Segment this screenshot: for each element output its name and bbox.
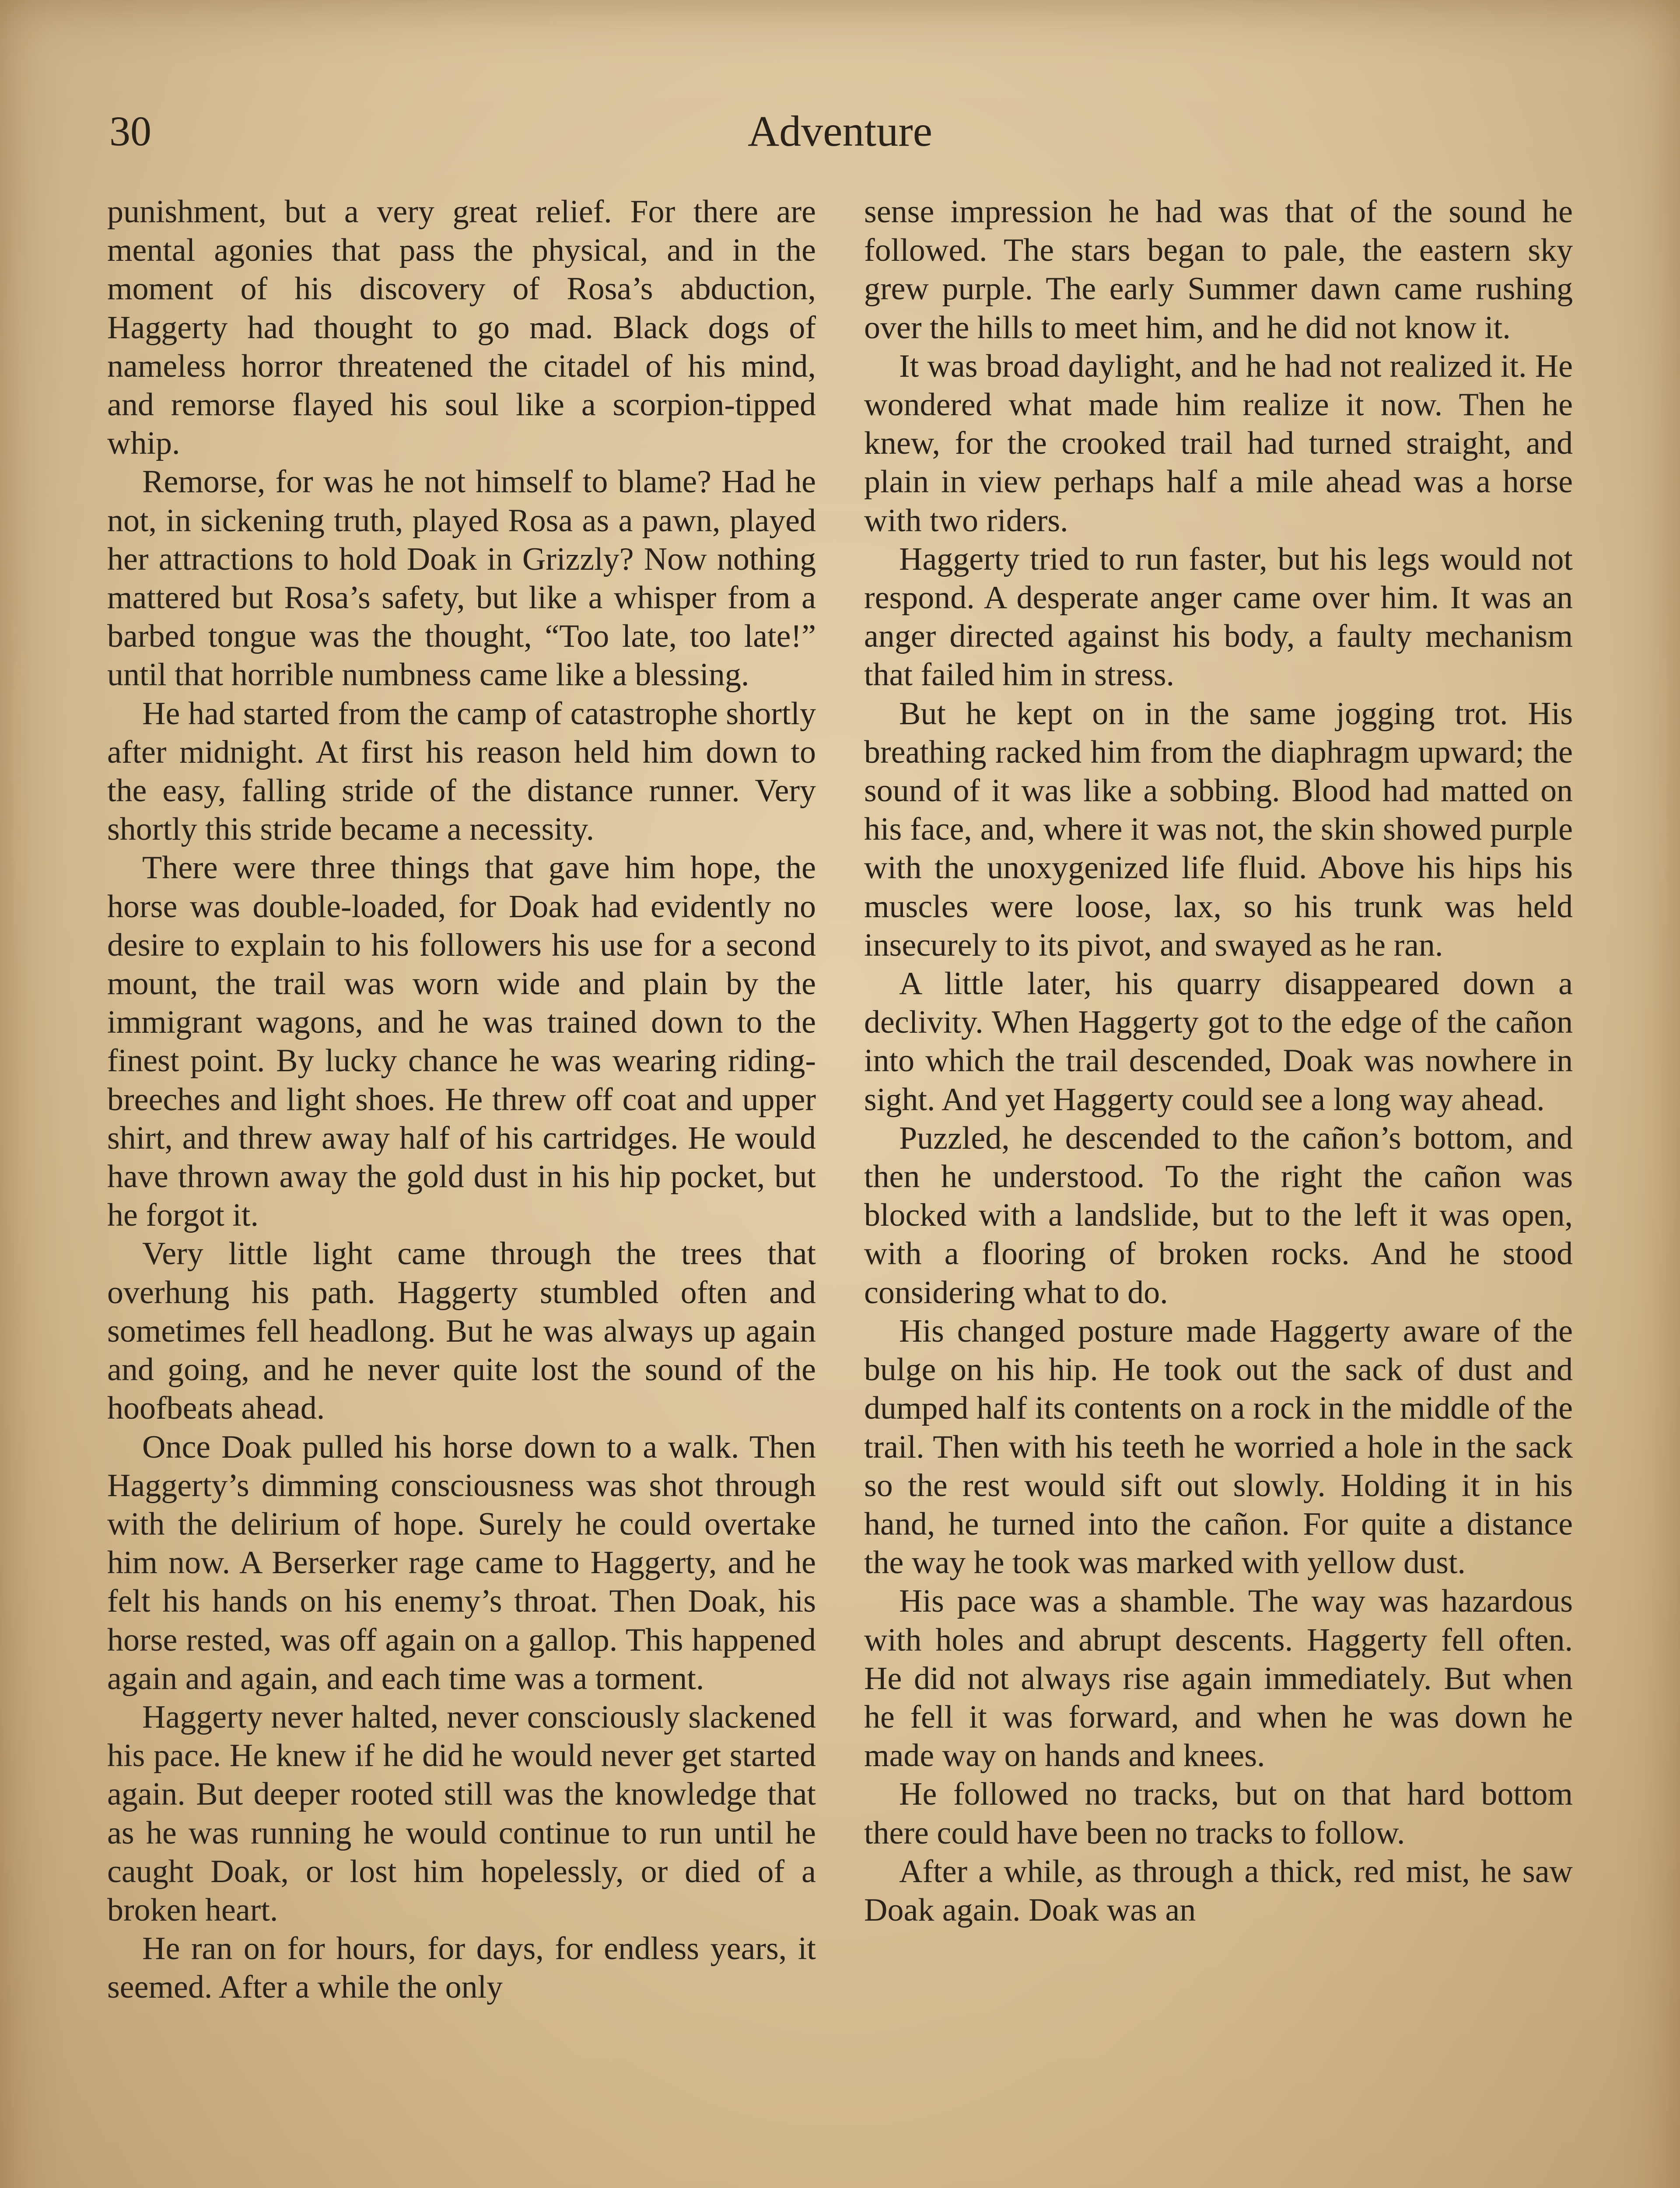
paragraph: After a while, as through a thick, red mist, he saw Doak again. Doak was an (864, 1853, 1573, 1928)
paragraph: His changed posture made Haggerty aware of the bulge on his hip. He took out the sack of dust and dumped half its contents on a rock in the middle of the trail. Then with his teeth he worried a hole in the sack so the rest would sift out slowly. Holding it in his hand, he turned into the cañon. For quite a distance the way he took was marked with yellow dust. (864, 1313, 1573, 1581)
paragraph: A little later, his quarry disappeared down a declivity. When Haggerty got to the edge of the cañon into which the trail descended, Doak was nowhere in sight. And yet Haggerty could see a long way ahead. (864, 966, 1573, 1118)
paragraph: sense impression he had was that of the sound he followed. The stars began to pale, the eastern sky grew purple. The early Summer dawn came rushing over the hills to meet him, and he did not know it. (864, 194, 1573, 346)
paragraph: He had started from the camp of catastrophe shortly after midnight. At first his reason held him down to the easy, falling stride of the distance runner. Very shortly this stride became a necessity. (107, 695, 816, 848)
paragraph: His pace was a shamble. The way was hazardous with holes and abrupt descents. Haggerty fell often. He did not always rise again immediately. But when he fell it was forward, and when he was down he made way on hands and knees. (864, 1583, 1573, 1774)
running-title: Adventure (747, 107, 933, 155)
paragraph: It was broad daylight, and he had not realized it. He wondered what made him realize it now. Then he knew, for the crooked trail had turned straight, and plain in view perhaps half a mile ahead was a horse with two riders. (864, 348, 1573, 539)
right-column (864, 193, 1573, 1929)
paragraph: Haggerty never halted, never consciously slackened his pace. He knew if he did he would never get started again. But deeper rooted still was the knowledge that as he was running he would continue to run until he caught Doak, or lost him hopelessly, or died of a broken heart. (107, 1699, 816, 1928)
paragraph: There were three things that gave him hope, the horse was double-loaded, for Doak had evidently no desire to explain to his followers his use for a second mount, the trail was worn wide and plain by the immigrant wagons, and he was trained down to the finest point. By lucky chance he was wearing riding-breeches and light shoes. He threw off coat and upper shirt, and threw away half of his cartridges. He would have thrown away the gold dust in his hip pocket, but he forgot it. (107, 850, 816, 1234)
page-number: 30 (109, 108, 151, 154)
page-header (109, 88, 1571, 175)
paragraph: He followed no tracks, but on that hard bottom there could have been no tracks to follow. (864, 1776, 1573, 1851)
paragraph: Remorse, for was he not himself to blame? Had he not, in sickening truth, played Rosa as a pawn, played her attractions to hold Doak in Grizzly? Now nothing mattered but Rosa’s safety, but like a whisper from a barbed tongue was the thought, “Too late, too late!” until that horrible numbness came like a blessing. (107, 464, 816, 693)
paragraph: Very little light came through the trees that overhung his path. Haggerty stumbled often and sometimes fell headlong. But he was always up again and going, and he never quite lost the sound of the hoofbeats ahead. (107, 1236, 816, 1427)
paragraph: Puzzled, he descended to the cañon’s bottom, and then he understood. To the right the cañon was blocked with a landslide, but to the left it was open, with a flooring of broken rocks. And he stood considering what to do. (864, 1120, 1573, 1311)
paragraph: Once Doak pulled his horse down to a walk. Then Haggerty’s dimming consciousness was shot through with the delirium of hope. Surely he could overtake him now. A Berserker rage came to Haggerty, and he felt his hands on his enemy’s throat. Then Doak, his horse rested, was off again on a gallop. This happened again and again, and each time was a torment. (107, 1429, 816, 1697)
left-column (107, 193, 816, 2007)
paragraph: punishment, but a very great relief. For there are mental agonies that pass the physical, and in the moment of his discovery of Rosa’s abduction, Haggerty had thought to go mad. Black dogs of nameless horror threatened the citadel of his mind, and remorse flayed his soul like a scorpion-tipped whip. (107, 194, 816, 462)
paragraph: He ran on for hours, for days, for endless years, it seemed. After a while the only (107, 1931, 816, 2006)
paragraph: Haggerty tried to run faster, but his legs would not respond. A desperate anger came over him. It was an anger directed against his body, a faulty mechanism that failed him in stress. (864, 541, 1573, 693)
paragraph: But he kept on in the same jogging trot. His breathing racked him from the diaphragm upward; the sound of it was like a sobbing. Blood had matted on his face, and, where it was not, the skin showed purple with the unoxygenized life fluid. Above his hips his muscles were loose, lax, so his trunk was held insecurely to its pivot, and swayed as he ran. (864, 695, 1573, 963)
